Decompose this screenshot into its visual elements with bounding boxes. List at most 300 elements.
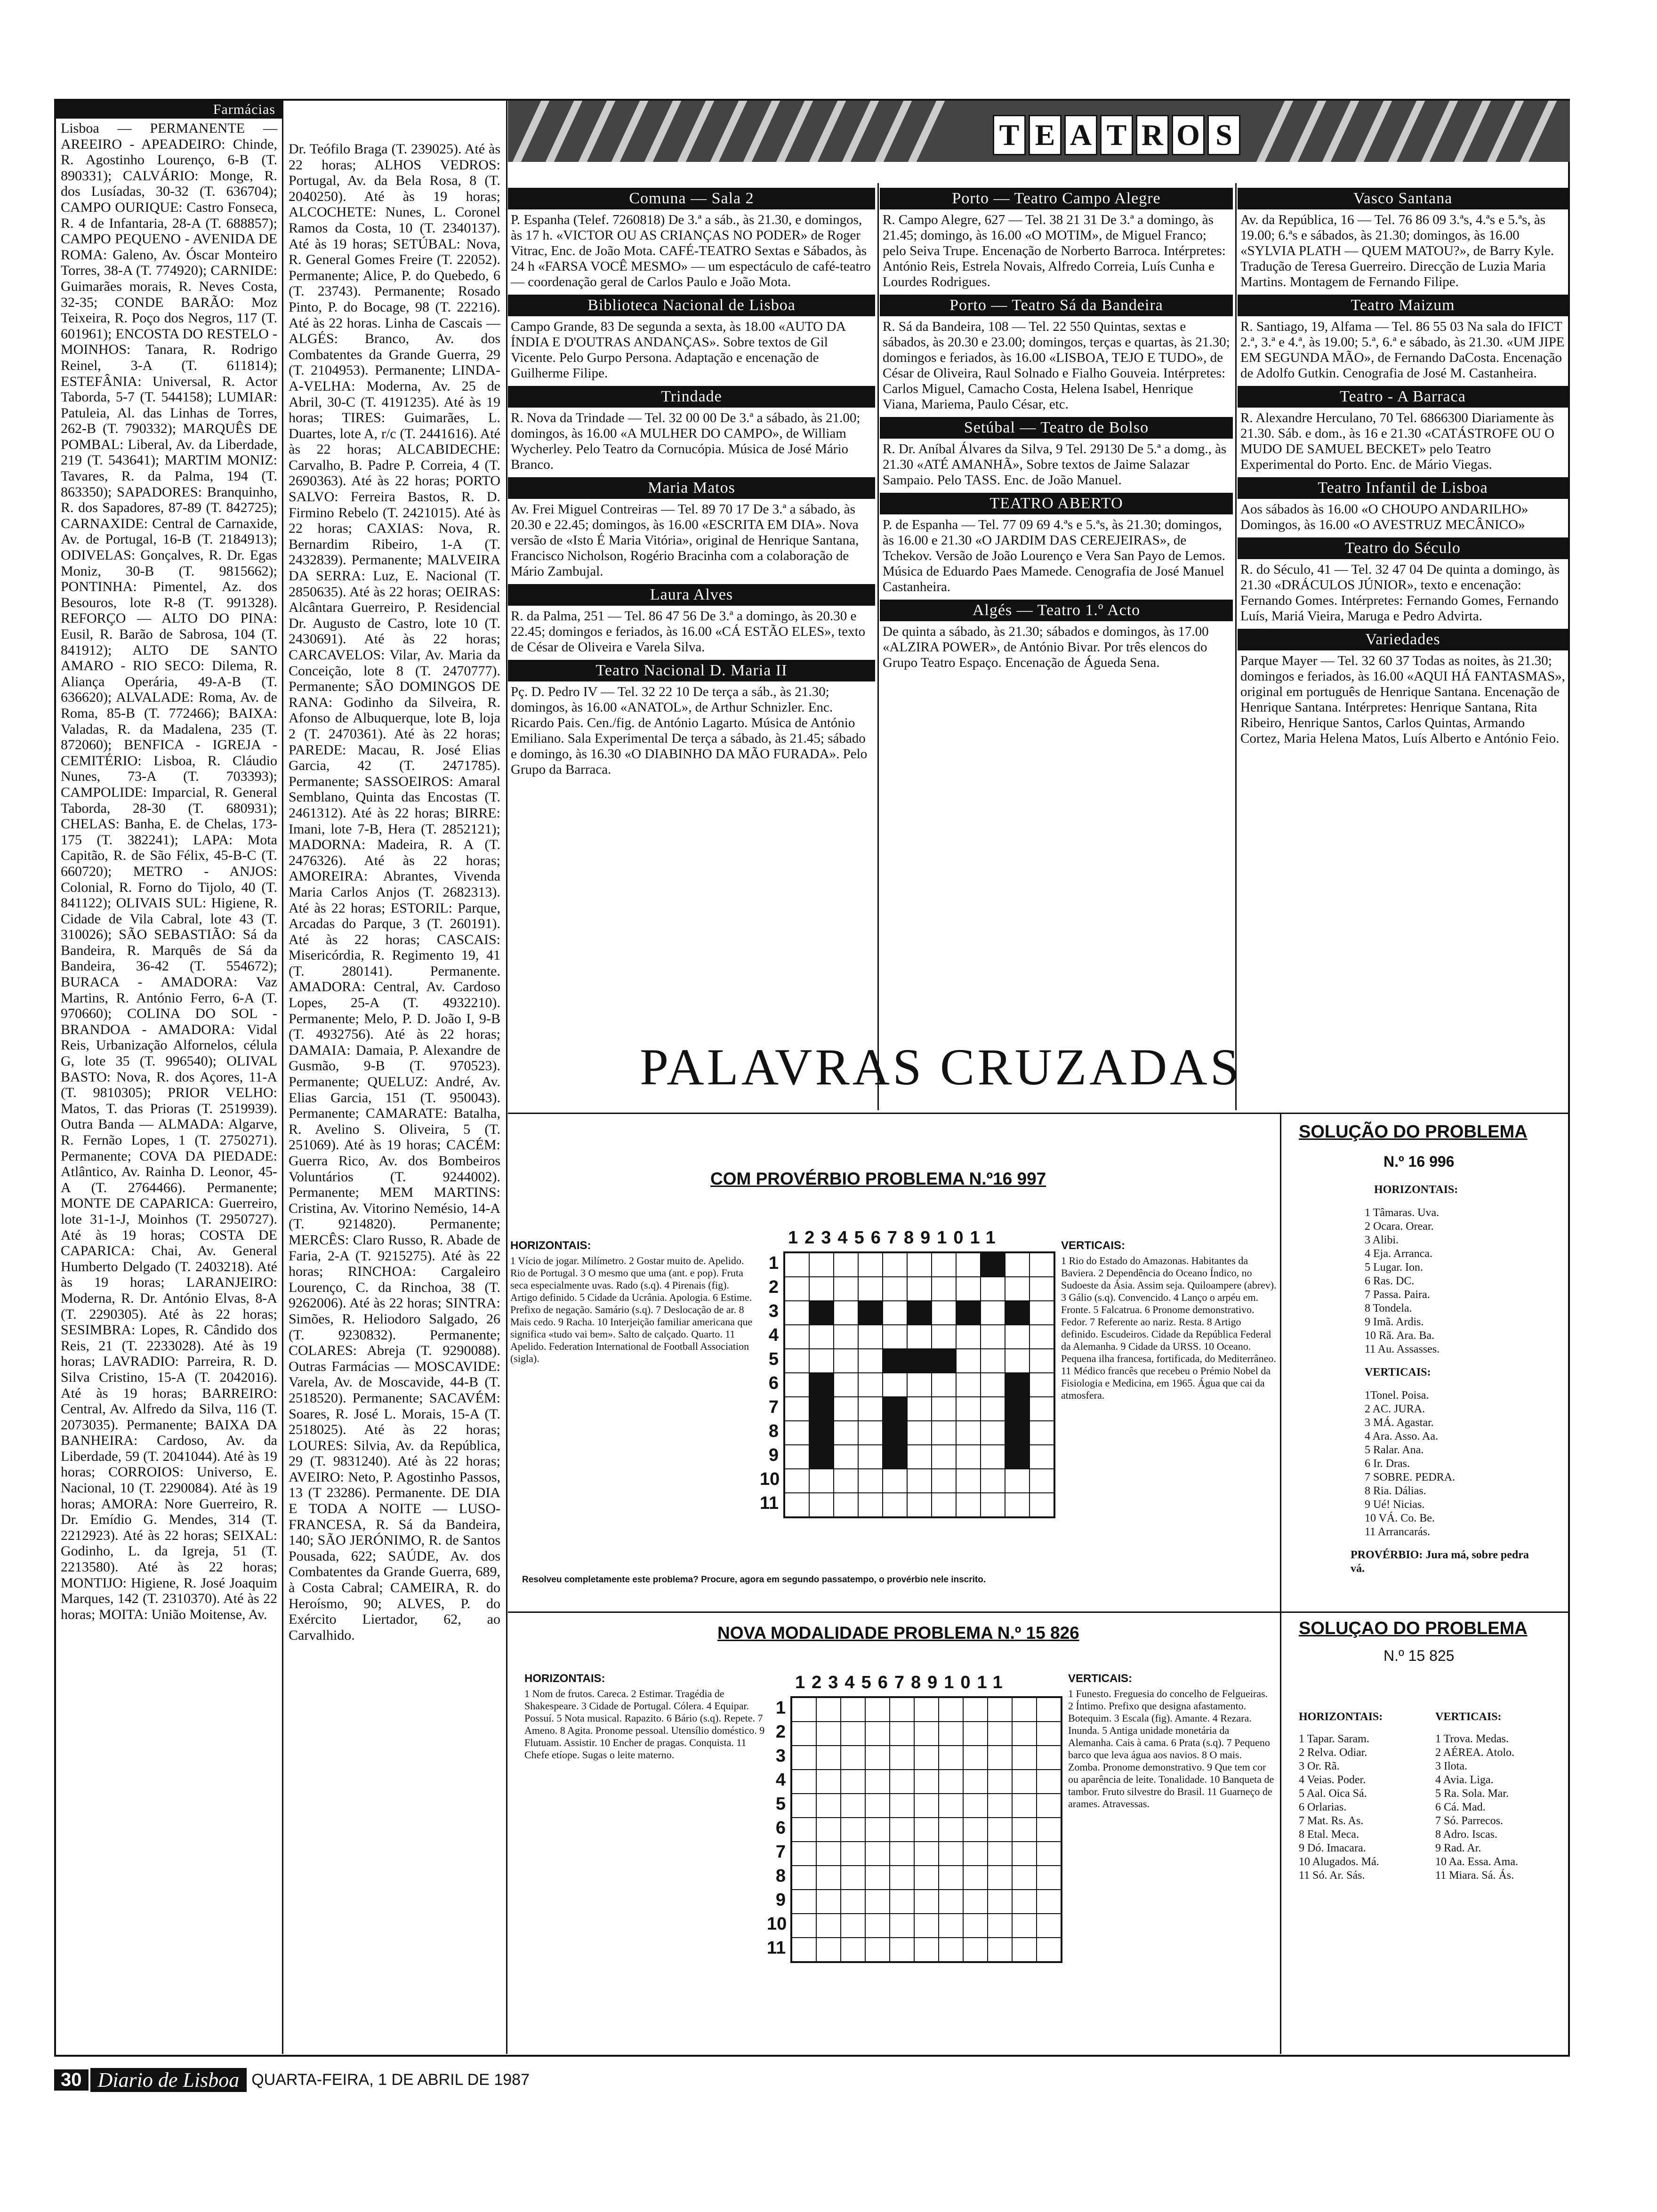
grid-cell [981,1445,1005,1469]
grid-cell [988,1722,1012,1746]
grid-cell [792,1818,816,1842]
col-num: 4 [845,1673,861,1692]
grid-cell [1005,1493,1030,1517]
farmacias-text-1: Lisboa — PERMANENTE — AREEIRO - APEADEIRO: Chinde, R. Agostinho Lourenço, 6-B (T. 890331); CALVÁRIO: Monge, R. dos Lusíadas, 30-32 (T. 636704); CAMPO OURIQUE: Castro Fonseca, R. 4 de Infantaria, 28-A (T. 688857); CAMPO PEQUENO - AVENIDA DE ROMA: Galeno, Av. Óscar Monteiro Torres, 38-A (T. 774920); CARNIDE: Guimarães morais, R. Neves Costa, 32-35; CONDE BARÃO: Moz Teixeira, R. Poço dos Negros, 117 (T. 601961); ENCOSTA DO RESTELO - MOINHOS: Tanara, R. Rodrigo Reinel, 3-A (T. 611814); ESTEFÂNIA: Universal, R. Actor Taborda, 5-7 (T. 544158); LUMIAR: Patuleia, Al. das Linhas de Torres, 262-B (T. 790332); MARQUÊS DE POMBAL: Liberal, Av. da Liberdade, 219 (T. 543641); MARTIM MONIZ: Tavares, R. da Palma, 194 (T. 863350); SAPADORES: Branquinho, R. dos Sapadores, 87-89 (T. 842725); CARNAXIDE: Central de Carnaxide, Av. de Portugal, 16-B (T. 2184913); ODIVELAS: Gonçalves, R. Dr. Egas Moniz, 30-B (T. 9815662); PONTINHA: Pimentel, Az. dos Besouros, lote R-8 (T. 991328). REFORÇO — ALTO DO PINA: Eusil, R. Barão de Sabrosa, 104 (T. 841912); ALTO DE SANTO AMARO - RIO SECO: Dilema, R. Aliança Operária, 49-A-B (T. 636620); ALVALADE: Roma, Av. de Roma, 85-B (T. 772466); BAIXA: Valadas, R. da Madalena, 235 (T. 872060); BENFICA - IGREJA - CEMITÉRIO: Lisboa, R. Cláudio Nunes, 73-A (T. 703393); CAMPOLIDE: Imparcial, R. General Taborda, 28-30 (T. 680931); CHELAS: Banha, E. de Chelas, 173-175 (T. 382241); LAPA: Mota Capitão, R. de São Félix, 45-B-C (T. 660720); METRO - ANJOS: Colonial, R. Forno do Tijolo, 40 (T. 841122); OLIVAIS SUL: Higiene, R. Cidade de Vila Cabral, lote 43 (T. 310026); SÃO SEBASTIÃO: Sá da Bandeira, R. Marquês de Sá da Bandeira, 36-42 (T. 554672); BURACA - AMADORA: Vaz Martins, R. António Ferro, 6-A (T. 970660); COLINA DO SOL - BRANDOA - AMADORA: Vidal Reis, Urbanização Alfornelos, célula G, lote 35 (T. 996540); OLIVAL BASTO: Nova, R. dos Açores, 11-A (T. 9810305); PRIOR VELHO: Matos, T. das Prioras (T. 2519939). Outra Banda — ALMADA: Algarve, R. Fernão Lopes, 1 (T. 2750271). Permanente; COVA DA PIEDADE: Atlântico, Av. Rainha D. Leonor, 45-A (T. 2764466). Permanente; MONTE DE CAPARICA: Guerreiro, lote 31-1-J, Moinhos (T. 2950727). Até às 19 horas; COSTA DE CAPARICA: Chai, Av. General Humberto Delgado (T. 2403218). Até às 19 horas; LARANJEIRO: Moderna, R. Dr. António Elvas, 8-A (T. 2290305). Até às 22 horas; SESIMBRA: Lopes, R. Cândido dos Reis, 21 (T. 2233028). Até às 19 horas; LAVRADIO: Parreira, R. D. Silva Cristino, 15-A (T. 2042016). Até às 19 horas; BARREIRO: Central, Av. Alfredo da Silva, 116 (T. 2073035). Permanente; BAIXA DA BANHEIRA: Cardoso, Av. da Liberdade, 59 (T. 2041044). Até às 19 horas; CORROIOS: Universo, E. Nacional, 10 (T. 2290084). Até às 19 horas; AMORA: Nore Guerreiro, R. Dr. Emídio G. Mendes, 314 (T. 2212923). Até às 22 horas; SEIXAL: Godinho, L. da Igreja, 51 (T. 2213580). Até às 22 horas; MONTIJO: Higiene, R. José Joaquim Marques, 142 (T. 2310370). Até às 22 horas; MOITA: União Moitense, Av. [61,120,277,1622]
col-num: 5 [861,1673,878,1692]
grid-cell [907,1253,932,1277]
grid-cell [914,1818,939,1842]
col-num: 11 [970,1228,1002,1248]
grid-cell [841,1890,865,1914]
grid-cell [981,1253,1005,1277]
grid-cell [963,1866,988,1890]
section-text: R. Santiago, 19, Alfama — Tel. 86 55 03 Na sala do IFICT 2.ª, 3.ª e 4.ª, às 19.00; 5.ª, 6.ª e sábado, às 21.30. «UM JIPE EM SEGUNDA MÃO», de Fernando DaCosta. Encenação de Adolfo Gutkin. Cenografia de José M. Castanheira. [1240,319,1565,381]
grid-cell [792,1866,816,1890]
grid-cell [858,1253,883,1277]
grid-cell [981,1493,1005,1517]
grid-cell [1037,1914,1061,1938]
grid-cell [932,1469,956,1493]
grid-cell [883,1349,907,1373]
farmacias-col1 [56,101,282,2054]
grid-cell [816,1914,841,1938]
sol-line: 10 Alugados. Má. [1299,1856,1379,1868]
grid-cell [785,1373,809,1397]
farmacias-col2 [284,101,505,2054]
row-num: 5 [775,1794,786,1814]
grid-cell [809,1397,834,1421]
grid-cell [907,1373,932,1397]
solution-horizontal [1351,1183,1544,1576]
section-header: Teatro Maizum [1238,295,1568,316]
sol-line: 8 Etal. Meca. [1299,1828,1359,1841]
section-header: TEATRO ABERTO [880,493,1233,514]
grid-cell [963,1818,988,1842]
grid-cell [981,1277,1005,1301]
grid-cell [792,1890,816,1914]
grid-cell [865,1722,890,1746]
grid-cell [956,1397,981,1421]
section-text: Av. Frei Miguel Contreiras — Tel. 89 70 17 De 3.ª a sábado, às 20.30 e 22.45; domingos, às 16.00 «ESCRITA EM DIA». Nova versão de «Isto É Maria Vitória», original de Henrique Santana, Francisco Nicholson, Rogério Bracinha com a colaboração de Mário Zambujal. [511,502,859,579]
sol-line: 11 Au. Assasses. [1365,1343,1440,1355]
grid-cell [956,1469,981,1493]
row-num: 7 [775,1842,786,1862]
grid-cell [792,1746,816,1770]
grid-cell [932,1421,956,1445]
solution-proverbio: PROVÉRBIO: Jura má, sobre pedra vá. [1351,1549,1529,1575]
grid-cell [785,1445,809,1469]
grid-cell [841,1770,865,1794]
col-num: 1 [788,1228,805,1248]
grid-cell [834,1253,858,1277]
grid-cell [785,1253,809,1277]
section-text: De quinta a sábado, às 21.30; sábados e domingos, às 17.00 «ALZIRA POWER», de António Bivar. Por três elencos do Grupo Teatro Espaço. Encenação de Águeda Sena. [883,624,1209,670]
grid-cell [858,1397,883,1421]
grid-cell [858,1349,883,1373]
sol-line: 3 Ilota. [1435,1760,1467,1772]
grid-cell [939,1698,963,1722]
grid-cell [883,1325,907,1349]
section-text: R. Sá da Bandeira, 108 — Tel. 22 550 Quintas, sextas e sábados, às 20.30 e 23.00; domingos, terças e quartas, às 21.30; domingos e feriados, às 16.00 «LISBOA, TEJO E TUDO», de César de Oliveira, Raul Solnado e Fialho Gouveia. Intérpretes: Carlos Miguel, Camacho Costa, Helena Isabel, Henrique Viana, Mariema, Paulo César, etc. [883,319,1230,412]
section-text: Av. da República, 16 — Tel. 76 86 09 3.ªs, 4.ªs e 5.ªs, às 19.00; 6.ªs e sábados, às 21.30; domingos, às 16.00 «SYLVIA PLATH — QUEM MATOU?», de Barry Kyle. Tradução de Teresa Guerreiro. Direcção de Luzia Maria Martins. Montagem de Fernando Filipe. [1240,212,1554,289]
grid-cell [907,1349,932,1373]
grid-cell [939,1818,963,1842]
grid-cell [981,1349,1005,1373]
clues-vertical [1061,1240,1278,1402]
grid-cell [932,1349,956,1373]
grid-cell [890,1866,914,1890]
grid-cell [1012,1722,1037,1746]
title-letter: R [1136,115,1169,155]
grid-cell [816,1770,841,1794]
grid-cell [1030,1277,1054,1301]
grid-cell [1030,1325,1054,1349]
col-num: 3 [821,1228,838,1248]
sol-line: 5 Ralar. Ana. [1365,1444,1424,1456]
grid-cell [1030,1469,1054,1493]
grid-cell [963,1722,988,1746]
col-num: 2 [804,1228,821,1248]
sol-line: 6 Ras. DC. [1365,1275,1415,1287]
grid-cell [981,1397,1005,1421]
sol-line: 7 Passa. Paira. [1365,1289,1430,1301]
grid-cell [1005,1397,1030,1421]
section-header: Porto — Teatro Sá da Bandeira [880,295,1233,316]
grid-cell [914,1746,939,1770]
clues-text: 1 Funesto. Freguesia do concelho de Felgueiras. 2 Íntimo. Prefixo que designa afastamento. Botequim. 3 Escala (fig). Amante. 4 Rezara. Inunda. 5 Antiga unidade monetária da Alemanha. Cais à cama. 6 Prata (s.q). 7 Pequeno barco que leva água aos navios. 8 O mais. Zomba. Pronome demonstrativo. 9 Que tem cor ou aparência de leite. Tonalidade. 10 Banqueta de tambor. Fruto silvestre do Brasil. 11 Guarneço de arames. Atravessas. [1068,1688,1274,1810]
grid-cell [1005,1421,1030,1445]
grid-cell [816,1698,841,1722]
grid-cell [865,1746,890,1770]
section-text: Parque Mayer — Tel. 32 60 37 Todas as noites, às 21.30; domingos e feriados, às 16.00 «AQUI HÁ FANTASMAS», original em português de Henrique Santana. Encenação de Henrique Santana. Intérpretes: Henrique Santana, Rita Ribeiro, Henrique Santos, Carlos Quintas, Armando Cortez, Maria Helena Matos, Luís Alberto e António Feio. [1240,653,1565,746]
grid-cell [809,1469,834,1493]
title-letter: O [1172,115,1205,155]
grid-cell [890,1842,914,1866]
teatros-banner [508,101,1570,162]
sol-line: 7 SOBRE. PEDRA. [1365,1471,1456,1483]
grid-cell [792,1794,816,1818]
grid-cell [890,1722,914,1746]
section-header: Teatro Infantil de Lisboa [1238,477,1568,499]
grid-cell [988,1938,1012,1962]
puzzle-header: NOVA MODALIDADE PROBLEMA N.º 15 826 [717,1623,1079,1643]
grid-cell [792,1770,816,1794]
grid-cell [841,1698,865,1722]
clues-text: 1 Vício de jogar. Milímetro. 2 Gostar muito de. Apelido. Rio de Portugal. 3 O mesmo que uma (ant. e pop). Fruta seca especialmente uvas. Rado (s.q). 4 Pirenais (fig). Artigo definido. 5 Cidade da Ucrânia. Apologia. 6 Estime. Prefixo de negação. Samário (s.q). 7 Deslocação de ar. 8 Mais cedo. 9 Racha. 10 Interjeição familiar americana que significa «tudo vai bem». Salto de calçado. Quarto. 11 Apelido. Federation International de Football Association (sigla). [510,1255,753,1364]
grid-cell [785,1277,809,1301]
sol-line: 7 Mat. Rs. As. [1299,1815,1364,1827]
section-text: R. Dr. Aníbal Álvares da Silva, 9 Tel. 29130 De 5.ª a domg., às 21.30 «ATÉ AMANHÃ», Sobre textos de Jaime Salazar Sampaio. Pelo TASS. Enc. de João Manuel. [883,441,1227,488]
grid-cell [816,1746,841,1770]
row-num: 11 [767,1938,786,1958]
grid-cell [890,1938,914,1962]
row-num: 8 [768,1421,779,1441]
grid-cell [1030,1301,1054,1325]
section-text: Campo Grande, 83 De segunda a sexta, às 18.00 «AUTO DA ÍNDIA E D'OUTRAS ANDANÇAS». Sobre textos de Gil Vicente. Pelo Gurpo Persona. Adaptação e encenação de Guilherme Filipe. [511,319,845,381]
teatros-col2 [880,183,1233,1110]
grid-cell [841,1842,865,1866]
section-header: Teatro - A Barraca [1238,386,1568,408]
grid-cell [939,1938,963,1962]
grid-cell [883,1493,907,1517]
grid-cell [858,1445,883,1469]
grid-cell [981,1421,1005,1445]
grid-cell [816,1818,841,1842]
sol-line: 10 Rã. Ara. Ba. [1365,1330,1434,1342]
grid-cell [988,1842,1012,1866]
grid-cell [890,1746,914,1770]
grid-cell [834,1469,858,1493]
sol-line: 6 Cá. Mad. [1435,1801,1486,1813]
clues-label: VERTICAIS: [1061,1239,1126,1252]
crossword-grid [790,1696,1062,1963]
grid-cell [981,1373,1005,1397]
grid-cell [956,1373,981,1397]
teatros-title [993,115,1240,152]
grid-cell [1037,1698,1061,1722]
teatros-col3 [1238,183,1568,1110]
grid-cell [809,1277,834,1301]
grid-cell [981,1301,1005,1325]
clues-horizontal [510,1240,755,1365]
grid-cell [1037,1746,1061,1770]
sol-line: 3 MÁ. Agastar. [1365,1417,1434,1429]
grid-cell [932,1325,956,1349]
grid-cell [988,1866,1012,1890]
grid-cell [809,1493,834,1517]
grid-cell [834,1325,858,1349]
solution-number: N.º 15 825 [1384,1647,1455,1664]
grid-cell [841,1866,865,1890]
grid-cell [883,1253,907,1277]
title-letter: A [1064,115,1097,155]
grid-cell [865,1914,890,1938]
sol-line: 11 Arrancarás. [1365,1526,1431,1538]
grid-cell [792,1698,816,1722]
sol-line: 4 Avia. Liga. [1435,1774,1494,1786]
crossword-grid [783,1251,1055,1518]
teatros-col1 [508,183,875,1110]
title-letter: E [1029,115,1062,155]
sol-line: 3 Or. Rã. [1299,1760,1340,1772]
row-num: 1 [775,1698,786,1718]
col-num: 3 [828,1673,845,1692]
row-num: 1 [768,1253,779,1273]
grid-cell [914,1794,939,1818]
grid-cell [956,1277,981,1301]
sol-line: 10 VÁ. Co. Be. [1365,1512,1435,1524]
grid-column-numbers [795,1673,1009,1693]
grid-cell [981,1325,1005,1349]
sol-line: 4 Veias. Poder. [1299,1774,1366,1786]
grid-cell [1037,1866,1061,1890]
row-num: 2 [768,1277,779,1297]
sol-line: 2 AÉREA. Atolo. [1435,1747,1515,1759]
grid-cell [988,1794,1012,1818]
sol-line: 7 Só. Parrecos. [1435,1815,1503,1827]
title-letter: T [1100,115,1133,155]
grid-cell [1012,1770,1037,1794]
clues-text: 1 Rio do Estado do Amazonas. Habitantes da Baviera. 2 Dependência do Oceano Índico, no Sudoeste da Ásia. Assim seja. Quiloampere (abrev). 3 Gálio (s.q). Convencido. 4 Lanço o arpéu em. Fronte. 5 Falcatrua. 6 Pronome demonstrativo. Fedor. 7 Referente ao nariz. Resta. 8 Artigo definido. Escudeiros. Cidade da República Federal da Alemanha. 9 Cidade da URSS. 10 Oceano. Pequena ilha francesa, fortificada, do Mediterrâneo. 11 Médico francês que recebeu o Prémio Nobel da Fisiologia e Medicina, em 1965. Água que cai da atmosfera. [1061,1255,1277,1401]
row-num: 11 [760,1493,779,1513]
section-header: Teatro do Século [1238,537,1568,559]
grid-cell [841,1818,865,1842]
row-num: 3 [775,1746,786,1766]
crossword-title: PALAVRAS CRUZADAS [640,1038,1242,1096]
puzzle-header: COM PROVÉRBIO PROBLEMA N.º16 997 [710,1169,1046,1188]
row-num: 9 [768,1445,779,1465]
title-letter: S [1207,115,1240,155]
sol-line: 5 Ra. Sola. Mar. [1435,1787,1509,1800]
grid-cell [932,1253,956,1277]
col-num: 2 [812,1673,828,1692]
col-num: 11 [977,1673,1009,1692]
col-num: 10 [944,1673,977,1692]
grid-cell [963,1770,988,1794]
grid-cell [834,1421,858,1445]
page-footer [54,2068,530,2091]
sol-line: 1 Trova. Medas. [1435,1733,1509,1745]
grid-cell [858,1421,883,1445]
row-num: 9 [775,1890,786,1910]
section-text: Pç. D. Pedro IV — Tel. 32 22 10 De terça a sáb., às 21.30; domingos, às 16.00 «ANATOL», de Arthur Schnizler. Enc. Ricardo Pais. Cen./fig. de António Lagarto. Música de António Emiliano. Sala Experimental De terça a sábado, às 21.45; sábado e domingo, às 16.30 «O DIABINHO DA MÃO FURADA». Pelo Grupo da Barraca. [511,684,868,777]
grid-cell [932,1301,956,1325]
sol-line: 11 Só. Ar. Sás. [1299,1869,1365,1882]
sol-line: 9 Rad. Ar. [1435,1842,1481,1854]
grid-cell [1005,1445,1030,1469]
grid-cell [785,1397,809,1421]
grid-cell [1012,1842,1037,1866]
section-text: R. do Século, 41 — Tel. 32 47 04 De quinta a domingo, às 21.30 «DRÁCULOS JÚNIOR», texto e encenação: Fernando Gomes. Intérpretes: Fernando Gomes, Fernando Luís, Mariá Vieira, Maruga e Pedro Advirta. [1240,562,1560,624]
clues-label: HORIZONTAIS: [524,1672,605,1685]
grid-cell [1030,1493,1054,1517]
sol-line: 11 Miara. Sá. Ás. [1435,1869,1514,1882]
clues-label: HORIZONTAIS: [510,1239,591,1252]
column-rule [506,101,507,2054]
section-text: R. da Palma, 251 — Tel. 86 47 56 De 3.ª a domingo, às 20.30 e 22.45; domingos e feriados, às 16.00 «CÁ ESTÃO ELES», texto de César de Oliveira e Varela Silva. [511,609,866,655]
row-num: 5 [768,1349,779,1369]
grid-cell [834,1373,858,1397]
row-num: 3 [768,1301,779,1321]
grid-cell [858,1469,883,1493]
col-num: 7 [894,1673,911,1692]
grid-cell [785,1493,809,1517]
section-text: R. Alexandre Herculano, 70 Tel. 6866300 Diariamente às 21.30. Sáb. e dom., às 16 e 21.30 «CATÁSTROFE OU O MUDO DE SAMUEL BECKET» pelo Teatro Experimental do Porto. Enc. de Mário Viegas. [1240,410,1554,472]
grid-cell [858,1325,883,1349]
grid-cell [1012,1938,1037,1962]
grid-cell [988,1890,1012,1914]
grid-cell [956,1253,981,1277]
col-num: 8 [903,1228,921,1248]
sol-line: 1 Tâmaras. Uva. [1365,1207,1440,1219]
section-header: Porto — Teatro Campo Alegre [880,188,1233,209]
solution-header: SOLUÇÃO DO PROBLEMA [1299,1122,1528,1142]
grid-cell [1030,1253,1054,1277]
grid-cell [785,1421,809,1445]
solution-label: HORIZONTAIS: [1374,1184,1458,1196]
row-num: 6 [775,1818,786,1838]
grid-cell [963,1890,988,1914]
sol-line: 5 Lugar. Ion. [1365,1261,1423,1274]
grid-cell [1037,1818,1061,1842]
grid-cell [865,1938,890,1962]
grid-cell [981,1469,1005,1493]
grid-cell [914,1698,939,1722]
grid-cell [1012,1914,1037,1938]
grid-cell [792,1914,816,1938]
grid-cell [914,1770,939,1794]
grid-cell [988,1770,1012,1794]
grid-cell [939,1722,963,1746]
grid-row-numbers [767,1696,786,1960]
section-header: Comuna — Sala 2 [508,188,875,209]
grid-cell [1037,1770,1061,1794]
grid-cell [883,1301,907,1325]
grid-cell [785,1325,809,1349]
grid-cell [932,1373,956,1397]
sol-line: 8 Adro. Iscas. [1435,1828,1497,1841]
solution-number: N.º 16 996 [1384,1153,1455,1170]
sol-line: 10 Aa. Essa. Ama. [1435,1856,1518,1868]
col-num: 1 [795,1673,812,1692]
col-num: 5 [854,1228,871,1248]
grid-cell [785,1469,809,1493]
sol-line: 8 Tondela. [1365,1302,1412,1314]
grid-cell [1012,1746,1037,1770]
grid-cell [816,1866,841,1890]
section-rule [508,1113,1570,1114]
grid-cell [809,1301,834,1325]
section-header: Teatro Nacional D. Maria II [508,660,875,681]
section-header: Variedades [1238,629,1568,650]
grid-cell [1005,1277,1030,1301]
row-num: 4 [775,1770,786,1790]
title-letter: T [993,115,1026,155]
grid-cell [1005,1373,1030,1397]
grid-cell [939,1914,963,1938]
section-text: Aos sábados às 16.00 «O CHOUPO ANDARILHO» Domingos, às 16.00 «O AVESTRUZ MECÂNICO» [1240,502,1528,532]
grid-cell [792,1842,816,1866]
clues-horizontal [524,1673,769,1761]
grid-cell [883,1469,907,1493]
section-text: P. de Espanha — Tel. 77 09 69 4.ªs e 5.ªs, às 21.30; domingos, às 16.00 e 21.30 «O JARDIM DAS CEREJEIRAS», de Tchekov. Versão de João Lourenço e Vera San Payo de Lemos. Música de Eduardo Paes Mamede. Cenografia de José Manuel Castanheira. [883,517,1225,594]
grid-cell [883,1421,907,1445]
grid-cell [890,1698,914,1722]
grid-cell [907,1325,932,1349]
grid-cell [809,1373,834,1397]
sol-line: 4 Ara. Asso. Aa. [1365,1430,1438,1443]
grid-cell [939,1890,963,1914]
grid-cell [956,1301,981,1325]
newspaper-brand: Diario de Lisboa [90,2068,247,2092]
grid-cell [1005,1469,1030,1493]
grid-cell [1037,1794,1061,1818]
clues-text: 1 Nom de frutos. Careca. 2 Estimar. Tragédia de Shakespeare. 3 Cidade de Portugal. Cólera. 4 Equipar. Possuí. 5 Nota musical. Rapazito. 6 Bário (s.q). Repete. 7 Ameno. 8 Agita. Pronome pessoal. Utensílio doméstico. 9 Flutuam. Assistir. 10 Encher de pragas. Conquista. 11 Chefe etíope. Sugas o leite materno. [524,1688,765,1761]
grid-cell [939,1770,963,1794]
grid-cell [834,1493,858,1517]
sol-line: 6 Ir. Dras. [1365,1458,1410,1470]
grid-cell [816,1722,841,1746]
sol-line: 9 Imã. Ardis. [1365,1316,1424,1328]
grid-cell [883,1277,907,1301]
grid-cell [1030,1421,1054,1445]
grid-cell [932,1445,956,1469]
grid-cell [988,1746,1012,1770]
grid-cell [1005,1253,1030,1277]
row-num: 7 [768,1397,779,1417]
section-text: P. Espanha (Telef. 7260818) De 3.ª a sáb., às 21.30, e domingos, às 17 h. «VICTOR OU AS CRIANÇAS NO PODER» de Roger Vitrac, Enc. de João Mota. CAFÉ-TEATRO Sextas e Sábados, às 24 h «FARSA VOCÊ MESMO» — um espectáculo de café-teatro — coordenação geral de Carlos Paulo e João Mota. [511,212,871,289]
col-num: 9 [920,1228,937,1248]
grid-cell [914,1914,939,1938]
sol-line: 3 Alibi. [1365,1234,1399,1246]
grid-column-numbers [788,1228,1002,1248]
solution-label: VERTICAIS: [1365,1366,1431,1378]
grid-cell [883,1445,907,1469]
page-number: 30 [54,2069,88,2091]
grid-cell [956,1349,981,1373]
grid-cell [883,1397,907,1421]
grid-cell [988,1914,1012,1938]
section-header: Vasco Santana [1238,188,1568,209]
grid-cell [907,1469,932,1493]
sol-line: 2 Ocara. Orear. [1365,1220,1434,1233]
grid-cell [841,1794,865,1818]
grid-cell [890,1818,914,1842]
grid-cell [834,1301,858,1325]
row-num: 6 [768,1373,779,1393]
grid-cell [841,1914,865,1938]
grid-cell [956,1325,981,1349]
grid-cell [865,1698,890,1722]
grid-cell [914,1890,939,1914]
